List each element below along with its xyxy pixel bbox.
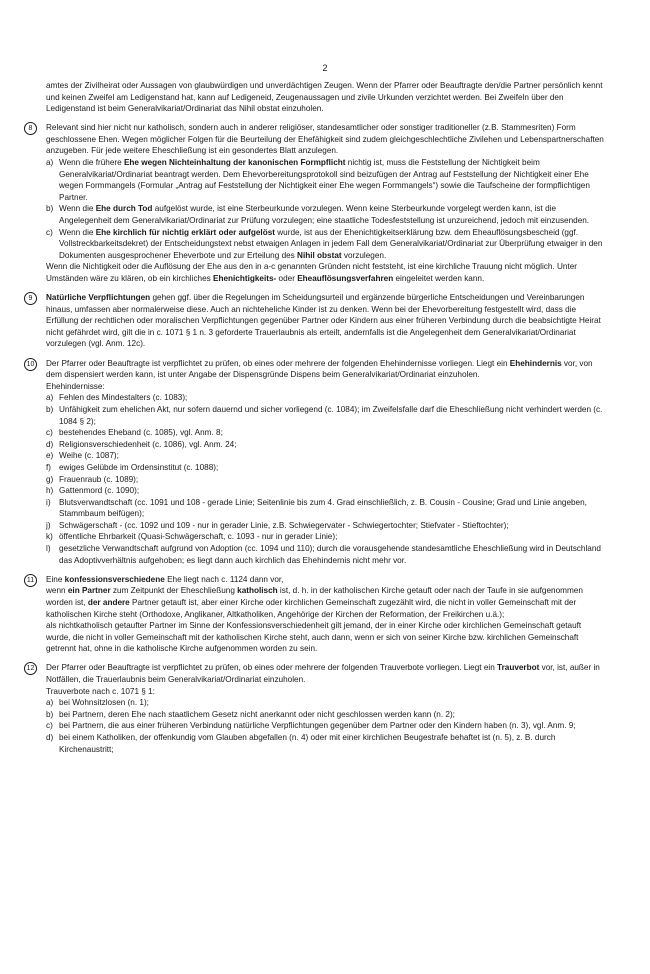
item-text: gesetzliche Verwandtschaft aufgrund von Adoption (cc. 1094 und 110); durch die vorausgehende standesamtliche Eheschließung wird in Deutschland das Adoptivverhältnis aufgehoben; es liegt dann auch kirchlich das Ehehindernis nicht mehr vor. — [59, 544, 601, 565]
text-bold: Trauverbot — [497, 663, 540, 673]
text-run: vor, von dem dispensiert werden kann, ist unter Angabe der Dispensgründe Dispens beim Generalvikariat/Ordinariat einzuholen. — [46, 358, 593, 380]
item-label: e) — [46, 451, 54, 461]
item-label: b) — [46, 204, 54, 214]
text-bold: ein Partner — [67, 586, 111, 596]
item-label: a) — [46, 698, 54, 708]
note-12 — [26, 662, 606, 755]
item-text: bestehendes Eheband (c. 1085), vgl. Anm. 8; — [59, 428, 223, 438]
note-11-line-2 — [46, 585, 606, 620]
text-run: wenn — [46, 586, 68, 596]
note-11 — [26, 574, 606, 655]
list-item — [46, 520, 606, 532]
note-number-8: 8 — [24, 122, 37, 135]
text-run: eingeleitet werden kann. — [393, 274, 485, 283]
text-run: zum Zeitpunkt der Eheschließung — [110, 586, 238, 596]
note-10 — [26, 358, 606, 567]
intro-text: amtes der Zivilheirat oder Aussagen von glaubwürdigen und unverdächtigen Zeugen. Wenn der Pfarrer oder Beauftragte den/die Partner persönlich kennt und keinen Zweifel am Ledigenstand hat, kann auf Ledigeneid, Zeugenaussagen und zivile Urkunden verzichtet werden. Bei Zweifeln über den Ledigenstand ist beim Generalvikariat/Ordinariat das Nihil obstat einzuholen. — [46, 81, 603, 114]
prohibition-list — [46, 697, 606, 755]
item-text: wurde, ist aus der Ehenichtigkeitserklärung bzw. dem Eheauflösungsbescheid (ggf. Vollstreckbarkeitsdekret) der Entscheidungstext nebst etwaigen Anlagen in jedem Fall dem Generalvikariat/Ordinariat zur Überprüfung etwaiger in den Dokumenten ausgesprochener Eheverbote und zur Erteilung des — [59, 227, 603, 260]
item-label: h) — [46, 486, 54, 496]
text-run: oder — [276, 274, 298, 283]
item-label: f) — [46, 462, 52, 472]
text-bold: der andere — [87, 597, 130, 607]
note-8-item-a — [46, 157, 606, 203]
list-item — [46, 531, 606, 543]
text-bold: Ehenichtigkeits- — [213, 274, 277, 283]
item-label: a) — [46, 158, 54, 168]
text-run: Wenn die Nichtigkeit oder die Auflösung der Ehe aus den in a-c genannten Gründen nicht feststeht, ist eine kirchliche Trauung nicht möglich. Unter Umständen wäre zu klären, ob ein kirchliches — [46, 262, 577, 283]
item-text: aufgelöst wurde, ist eine Sterbeurkunde vorzulegen. Wenn keine Sterbeurkunde vorgelegt werden kann, ist die Angelegenheit dem Generalvikariat/Ordinariat zur Prüfung vorzulegen; eine staatliche Todesfeststellung ist unzureichend, jedoch mit einzusenden. — [59, 204, 590, 226]
list-item — [46, 474, 606, 486]
item-label: b) — [46, 709, 54, 719]
note-9 — [28, 292, 606, 350]
item-label: i) — [46, 497, 51, 507]
item-text: bei Wohnsitzlosen (n. 1); — [59, 698, 149, 708]
text-run: Partner getauft ist, aber einer Kirche oder kirchlichen Gemeinschaft zugezählt wird, die nicht in voller Gemeinschaft mit der katholischen Kirche steht (Orthodoxe, Anglikaner, Altkatholiken, Angehörige der Kirchen der Reformation, der Freikirchen u.ä.); — [46, 597, 577, 619]
note-8-item-c — [46, 227, 606, 262]
page-number: 2 — [322, 63, 328, 73]
document-body — [26, 80, 606, 755]
item-label: d) — [46, 439, 54, 449]
item-text: Frauenraub (c. 1089); — [59, 474, 139, 484]
list-item — [46, 732, 606, 755]
item-bold: Nihil obstat — [297, 250, 342, 260]
note-9-text — [46, 292, 606, 350]
list-item — [46, 709, 606, 721]
list-item — [46, 450, 606, 462]
list-item — [46, 720, 606, 732]
list-item — [46, 404, 606, 427]
note-11-line-3: als nichtkatholisch getaufter Partner im Sinne der Konfessionsverschiedenheit gilt jemand, der in einer Kirche oder kirchlichen Gemeinschaft getauft wurde, die nicht in voller Gemeinschaft mit der katholischen Kirche steht, auch dann, wenn er sich von seiner Kirche bzw. kirchlichen Gemeinschaft getrennt hat, ohne in die katholische Kirche aufgenommen worden zu sein. — [46, 621, 582, 654]
item-label: c) — [46, 227, 53, 237]
impediment-list — [46, 392, 606, 566]
item-label: c) — [46, 428, 53, 438]
text-bold: konfessionsverschiedene — [64, 574, 165, 584]
note-8-intro: Relevant sind hier nicht nur katholisch, sondern auch in anderer religiöser, standesamtlicher oder sonstiger traditioneller (z.B. Stammesriten) Form geschlossene Ehen. Wegen möglicher Folgen für die Beurteilung der Ehefähigkeit sind zudem gleichgeschlechtliche Zivilehen und Lebenspartnerschaften anzugeben. Für jede weitere Eheschließung ist ein gesondertes Blatt anzulegen. — [46, 123, 604, 156]
item-label: c) — [46, 721, 53, 731]
item-label: a) — [46, 393, 54, 403]
text-run: Der Pfarrer oder Beauftragte ist verpflichtet zu prüfen, ob eines oder mehrere der folgenden Trauverbote vorliegen. Liegt ein — [46, 663, 498, 673]
text-run: gehen ggf. über die Regelungen im Scheidungsurteil und ergänzende bürgerliche Entscheidungen und Vereinbarungen hinaus, umfassen aber normalerweise diese. Auch an nichteheliche Kinder ist zu denken. Wenn bei der Ehevorbereitung festgestellt wird, dass die Erfüllung der rechtlichen oder moralischen Verpflichtungen gegenüber Partner oder Kindern aus einer früheren Verbindung durch die beabsichtigte Heirat nicht gefährdet wird, gilt die in c. 1071 § 1 n. 3 geforderte Trauerlaubnis als erteilt, andernfalls ist die Angelegenheit dem Generalvikariat/Ordinariat vorzulegen (vgl. Anm. 12c). — [46, 293, 601, 349]
item-text: nichtig ist, muss die Feststellung der Nichtigkeit beim Generalvikariat/Ordinariat beantragt werden. Dem Ehevorbereitungsprotokoll sind beizufügen der Antrag auf Feststellung der Nichtigkeit einer Ehe wegen Formmangels (Formular „Antrag auf Feststellung der Nichtigkeit einer Ehe wegen Formmangels“) sowie die Taufscheine der formpflichtigen Partner. — [59, 158, 590, 202]
note-number-12: 12 — [24, 662, 37, 675]
note-number-9: 9 — [24, 292, 37, 305]
item-bold: Ehe wegen Nichteinhaltung der kanonischen Formpflicht — [123, 158, 346, 168]
item-text: Fehlen des Mindestalters (c. 1083); — [59, 393, 188, 403]
list-item — [46, 485, 606, 497]
item-text: bei Partnern, die aus einer früheren Verbindung natürliche Verpflichtungen gegenüber dem Partner oder den Kindern haben (n. 3), vgl. Anm. 9; — [59, 721, 576, 731]
item-label: l) — [46, 544, 51, 554]
text-run: Der Pfarrer oder Beauftragte ist verpflichtet zu prüfen, ob eines oder mehrere der folgenden Ehehindernisse vorliegen. Liegt ein — [46, 358, 510, 368]
item-bold: Ehe kirchlich für nichtig erklärt oder aufgelöst — [95, 227, 275, 237]
list-item — [46, 543, 606, 566]
item-label: d) — [46, 732, 54, 742]
item-label: b) — [46, 404, 54, 414]
text-run: Eine — [46, 574, 65, 584]
item-text: Blutsverwandtschaft (cc. 1091 und 108 - gerade Linie; Seitenlinie bis zum 4. Grad einschließlich, z. B. Cousin - Cousine; Grad und Linie angeben, Stammbaum beifügen); — [59, 497, 587, 519]
text-run: vor, ist, außer in Notfällen, die Trauerlaubnis beim Generalvikariat/Ordinariat einzuholen. — [46, 663, 600, 684]
note-11-line-1 — [46, 574, 606, 586]
text-bold: Eheauflösungsverfahren — [297, 274, 394, 283]
item-label: j) — [46, 520, 51, 530]
item-text: bei Partnern, deren Ehe nach staatlichem Gesetz nicht anerkannt oder nicht geschlossen werden kann (n. 2); — [59, 709, 455, 719]
item-text: Wenn die frühere — [59, 158, 124, 168]
note-8-item-b — [46, 203, 606, 226]
text-bold: Natürliche Verpflichtungen — [46, 293, 151, 303]
item-label: g) — [46, 474, 54, 484]
item-text: Schwägerschaft - (cc. 1092 und 109 - nur in gerader Linie, z.B. Schwiegervater - Schwiegertochter; Stiefvater - Stieftochter); — [59, 520, 509, 530]
note-10-intro — [46, 358, 606, 381]
note-8 — [28, 122, 606, 284]
text-bold: katholisch — [237, 586, 278, 596]
note-12-intro — [46, 662, 606, 685]
text-bold: Ehehindernis — [509, 358, 562, 368]
item-text: vorzulegen. — [341, 250, 387, 260]
list-item — [46, 392, 606, 404]
list-item — [46, 439, 606, 451]
item-text: Weihe (c. 1087); — [59, 451, 119, 461]
text-run: ist, d. h. in der katholischen Kirche getauft oder nach der Taufe in sie aufgenommen worden ist, — [46, 586, 583, 607]
item-text: Wenn die — [59, 227, 96, 237]
item-text: Wenn die — [59, 204, 96, 214]
item-text: Unfähigkeit zum ehelichen Akt, nur sofern dauernd und sicher vorliegend (c. 1084); im Zweifelsfalle darf die Eheschließung nicht verhindert werden (c. 1084 § 2); — [59, 404, 603, 426]
note-number-11: 11 — [24, 574, 37, 587]
item-text: Gattenmord (c. 1090); — [59, 486, 140, 496]
item-label: k) — [46, 532, 53, 542]
item-text: öffentliche Ehrbarkeit (Quasi-Schwägerschaft, c. 1093 - nur in gerader Linie); — [59, 532, 338, 542]
list-item — [46, 497, 606, 520]
note-8-conclusion — [46, 261, 606, 284]
note-12-list-title: Trauverbote nach c. 1071 § 1: — [46, 686, 155, 696]
list-item — [46, 697, 606, 709]
item-text: Religionsverschiedenheit (c. 1086), vgl. Anm. 24; — [59, 439, 237, 449]
text-run: Ehe liegt nach c. 1124 dann vor, — [164, 574, 284, 584]
item-bold: Ehe durch Tod — [95, 204, 153, 214]
list-item — [46, 427, 606, 439]
note-10-list-title: Ehehindernisse: — [46, 381, 105, 391]
intro-paragraph — [46, 80, 606, 115]
note-number-10: 10 — [24, 358, 37, 371]
item-text: ewiges Gelübde im Ordensinstitut (c. 1088); — [59, 462, 219, 472]
item-text: bei einem Katholiken, der offenkundig vom Glauben abgefallen (n. 4) oder mit einer kirchlichen Beugestrafe behaftet ist (n. 5), z. B. durch Kirchenaustritt; — [59, 732, 556, 754]
list-item — [46, 462, 606, 474]
